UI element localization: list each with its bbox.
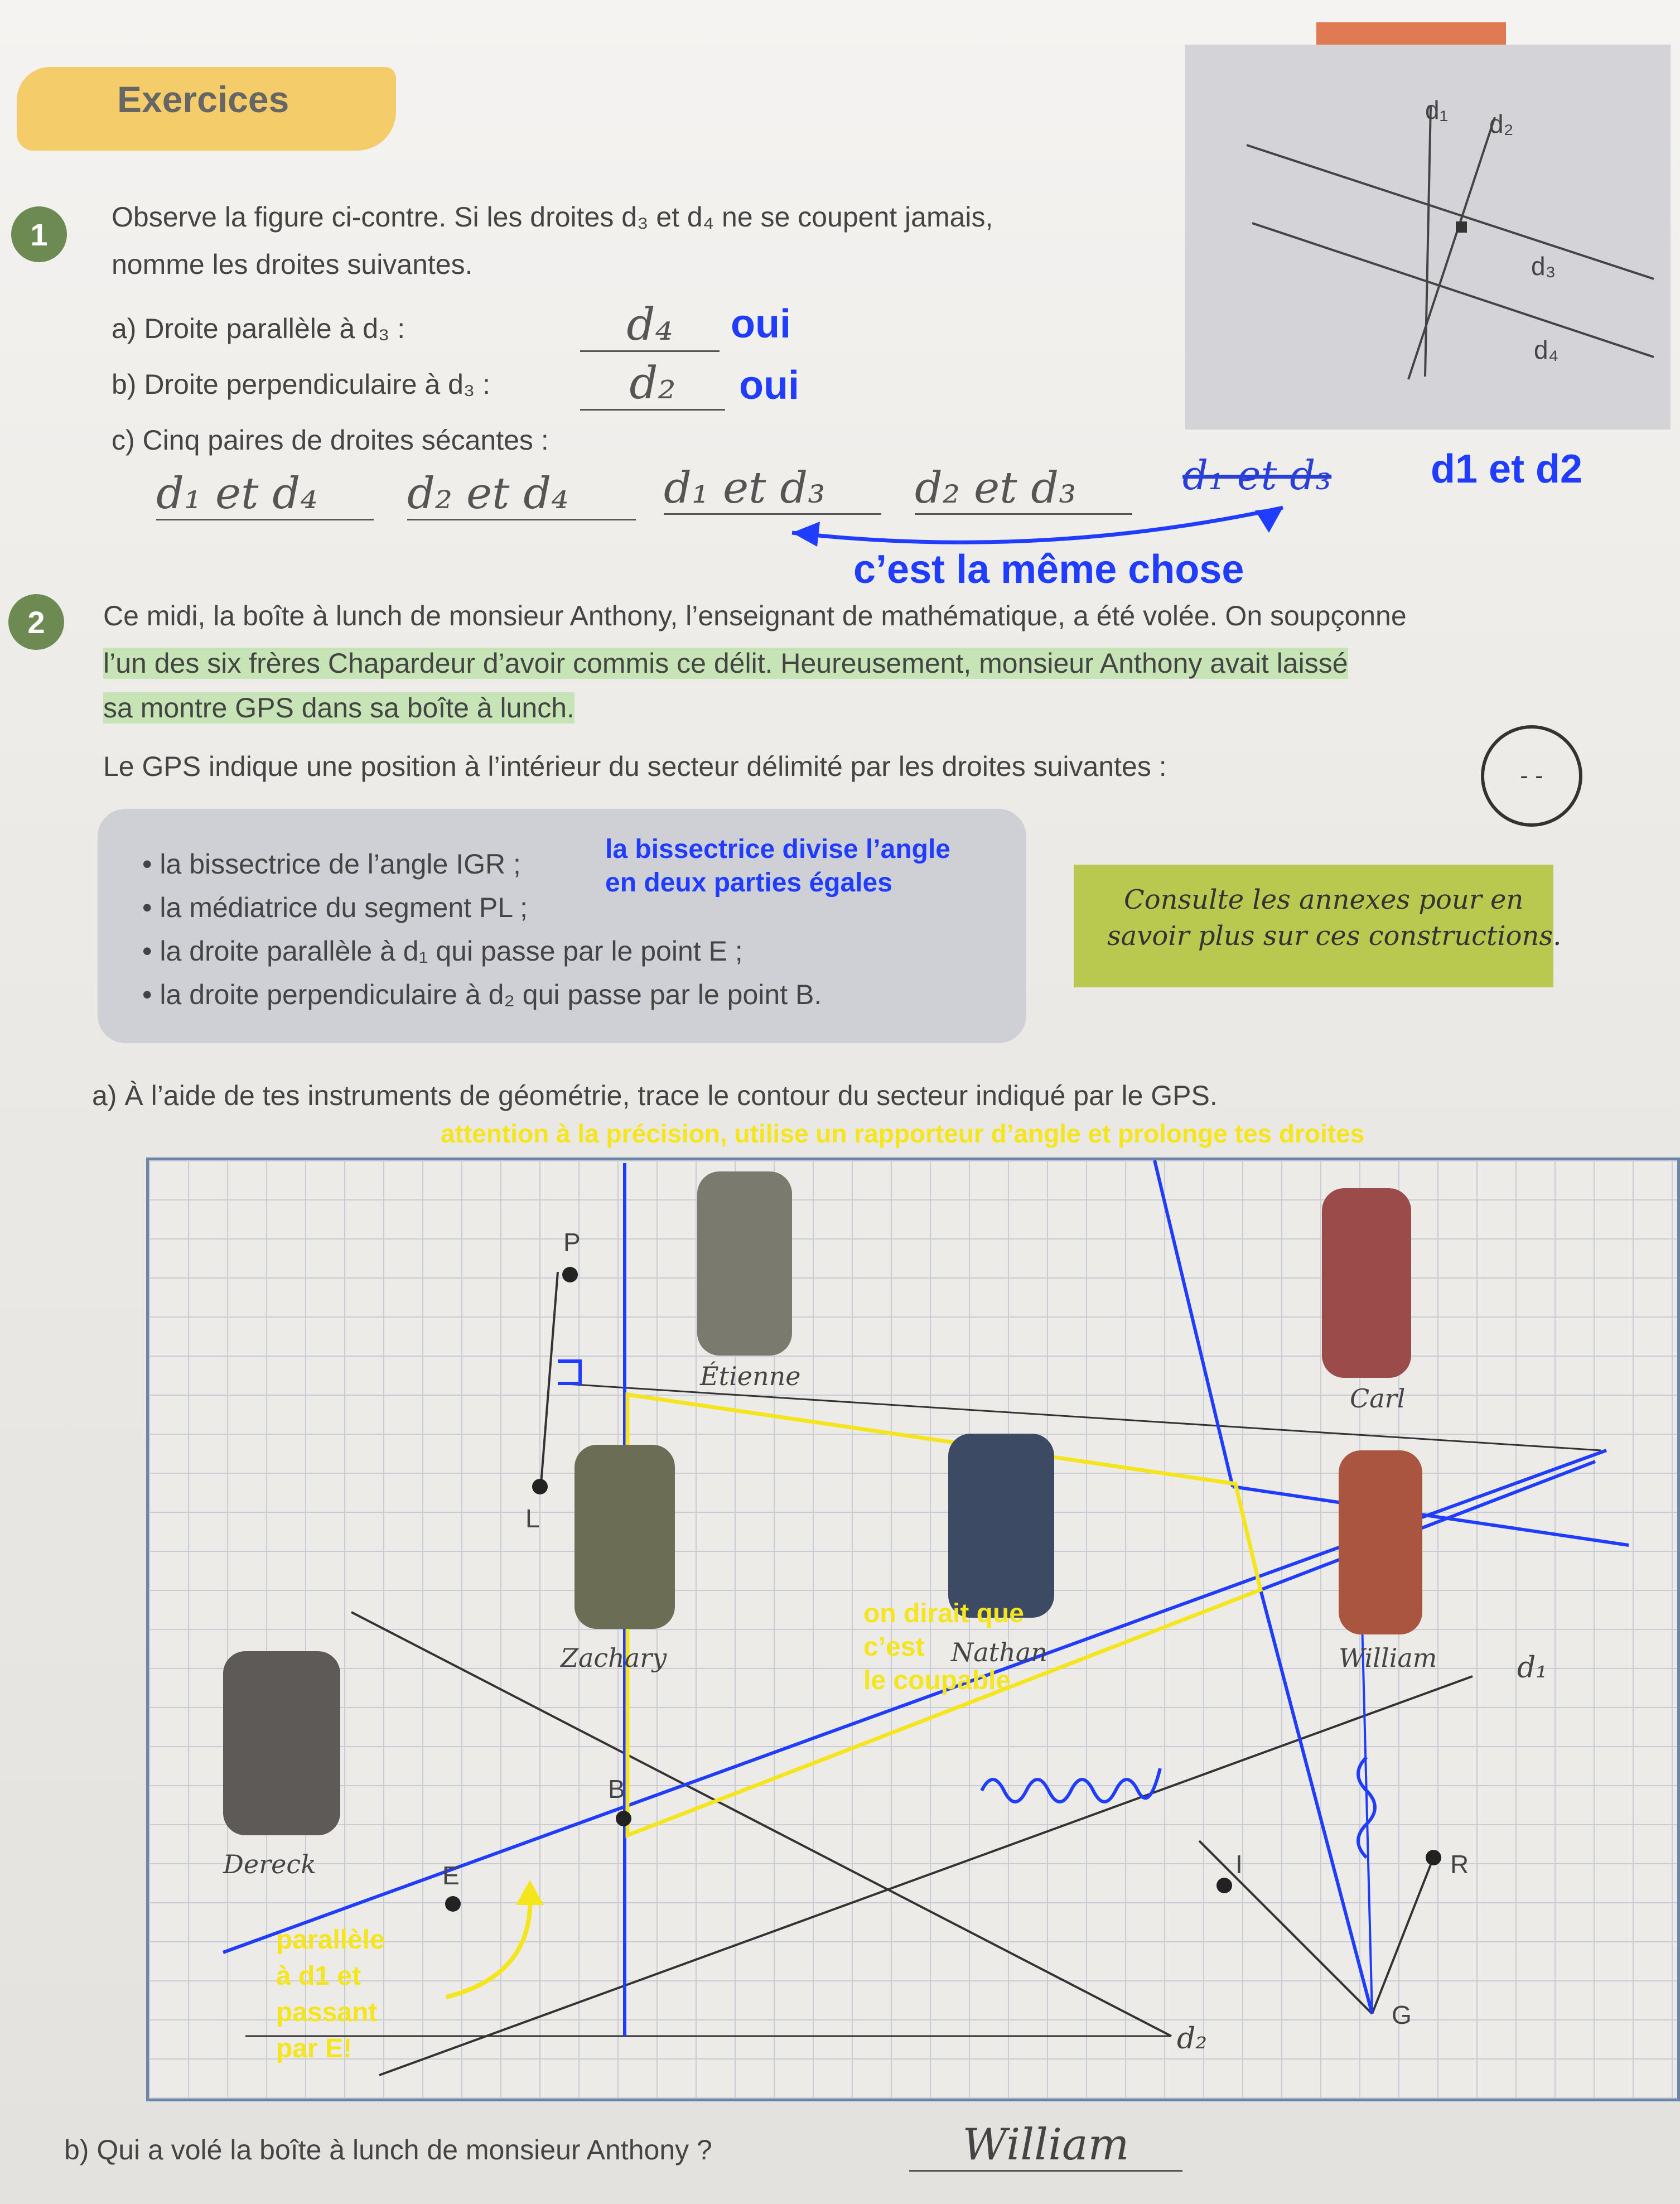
- smiley-face: - -: [1520, 762, 1543, 789]
- note-parallel-line1: parallèle: [276, 1925, 385, 1955]
- bullet-1-text: la bissectrice de l’angle IGR ;: [160, 848, 521, 880]
- ex2-para1-line3-text: sa montre GPS dans sa boîte à lunch.: [103, 692, 575, 724]
- bullet-note-line1: la bissectrice divise l’angle: [605, 835, 950, 864]
- ex1-answer-c4: d₂ et d₃: [915, 463, 1132, 515]
- bullet-3: • la droite parallèle à d₁ qui passe par le point E ;: [142, 935, 743, 967]
- point-l: L: [525, 1504, 540, 1533]
- note-parallel-line4: par E!: [276, 2034, 353, 2063]
- ex2-para1-line2-text: l’un des six frères Chapardeur d’avoir commis ce délit. Heureusement, monsieur Anthony avait laissé: [103, 648, 1348, 679]
- ex1-answer-c2: d₂ et d₄: [407, 469, 636, 520]
- name-zachary: Zachary: [561, 1643, 667, 1673]
- fig-label-d2: d₂: [1489, 109, 1514, 138]
- fig-label-d4: d₄: [1534, 335, 1559, 364]
- bullet-4-text: la droite perpendiculaire à d₂ qui passe par le point B.: [160, 979, 822, 1010]
- line-label-d2: d₂: [1177, 2022, 1208, 2056]
- point-g: G: [1392, 2000, 1412, 2029]
- tip-line2: savoir plus sur ces constructions.: [1107, 920, 1562, 952]
- bullet-2: • la médiatrice du segment PL ;: [142, 892, 528, 923]
- ex1-note-same: c’est la même chose: [853, 547, 1244, 592]
- dereck-figure: [223, 1651, 340, 1835]
- ex1-answer-b: d₂: [580, 357, 725, 411]
- ex2-answer-b: William: [909, 2120, 1182, 2172]
- point-r: R: [1450, 1850, 1469, 1879]
- william-figure: [1339, 1450, 1422, 1634]
- ex1-question-c: c) Cinq paires de droites sécantes :: [112, 425, 549, 456]
- fig-label-d1: d₁: [1425, 95, 1449, 124]
- carl-figure: [1322, 1188, 1411, 1378]
- name-william: William: [1339, 1643, 1437, 1673]
- tip-line1: Consulte les annexes pour en: [1124, 884, 1524, 915]
- ex1-question-b: b) Droite perpendiculaire à d₃ :: [112, 369, 491, 400]
- bullet-3-text: la droite parallèle à d₁ qui passe par le point E ;: [160, 935, 743, 967]
- point-e: E: [442, 1861, 460, 1890]
- point-i: I: [1235, 1850, 1243, 1879]
- exercise-number-2: 2: [8, 594, 64, 650]
- bullet-note-line2: en deux parties égales: [605, 868, 892, 898]
- ex1-answer-c5-crossed: d₁ et d₃: [1182, 452, 1332, 499]
- note-nathan-line3: le coupable: [863, 1666, 1011, 1695]
- ex1-note-a: oui: [731, 302, 791, 346]
- ex2-para2: Le GPS indique une position à l’intérieur du secteur délimité par les droites suivantes :: [103, 751, 1167, 782]
- etienne-figure: [697, 1171, 792, 1356]
- line-label-d1: d₁: [1517, 1651, 1548, 1685]
- ex2-para1-line1: Ce midi, la boîte à lunch de monsieur Anthony, l’enseignant de mathématique, a été volée. On soupçonne: [103, 600, 1407, 631]
- note-parallel-line3: passant: [276, 1998, 378, 2027]
- ex1-answer-c5-fix: d1 et d2: [1431, 447, 1583, 491]
- ex1-prompt-line2: nomme les droites suivantes.: [112, 249, 473, 280]
- nathan-figure: [948, 1434, 1054, 1618]
- note-nathan-line1: on dirait que: [863, 1599, 1024, 1628]
- name-carl: Carl: [1350, 1383, 1406, 1414]
- name-dereck: Dereck: [223, 1849, 316, 1879]
- note-nathan-line2: c’est: [863, 1632, 925, 1662]
- ex2-question-a: a) À l’aide de tes instruments de géométrie, trace le contour du secteur indiqué par le GPS.: [92, 1080, 1218, 1111]
- ex1-question-a: a) Droite parallèle à d₃ :: [112, 313, 405, 344]
- ex1-answer-c3: d₁ et d₃: [664, 463, 881, 515]
- ex1-answer-c1: d₁ et d₄: [156, 469, 374, 520]
- bullet-2-text: la médiatrice du segment PL ;: [160, 892, 528, 923]
- name-nathan: Nathan: [951, 1637, 1047, 1667]
- exercise-number-1: 1: [11, 206, 67, 262]
- point-b: B: [608, 1774, 625, 1803]
- zachary-figure: [575, 1445, 675, 1629]
- ex1-answer-a: d₄: [580, 298, 720, 352]
- name-etienne: Étienne: [700, 1361, 801, 1391]
- bullet-1: • la bissectrice de l’angle IGR ;: [142, 848, 521, 880]
- point-p: P: [563, 1228, 581, 1257]
- ex2-question-b: b) Qui a volé la boîte à lunch de monsieur Anthony ?: [64, 2134, 712, 2166]
- ex1-prompt-line1: Observe la figure ci-contre. Si les droites d₃ et d₄ ne se coupent jamais,: [112, 201, 993, 233]
- bullet-4: • la droite perpendiculaire à d₂ qui passe par le point B.: [142, 979, 822, 1010]
- ex2-note-precision: attention à la précision, utilise un rapporteur d’angle et prolonge tes droites: [441, 1119, 1365, 1148]
- ex1-note-b: oui: [739, 363, 799, 408]
- note-parallel-line2: à d1 et: [276, 1961, 361, 1991]
- fig-label-d3: d₃: [1531, 252, 1556, 281]
- page-title: Exercices: [117, 79, 289, 120]
